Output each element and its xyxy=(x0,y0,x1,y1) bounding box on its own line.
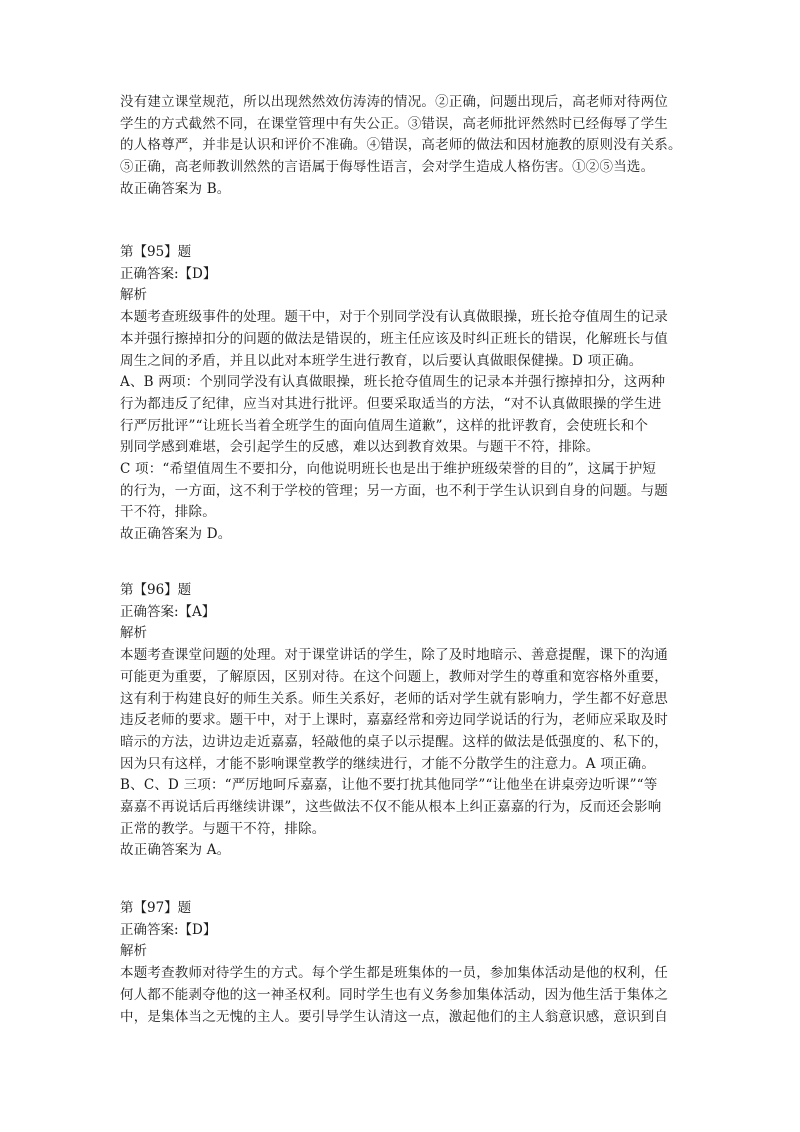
text-line: 的人格尊严，并非是认识和评价不准确。④错误，高老师的做法和因材施教的原则没有关系。 xyxy=(120,137,682,154)
question-97 xyxy=(120,898,688,1028)
text-line: 故正确答案为 D。 xyxy=(120,526,232,543)
text-line: C 项：“希望值周生不要扣分，向他说明班长也是出于维护班级荣誉的目的”，这属于护短 xyxy=(120,461,657,478)
text-line: 别同学感到难堪，会引起学生的反感，难以达到教育效果。与题干不符，排除。 xyxy=(120,439,600,456)
text-line: 违反老师的要求。题干中，对于上课时，嘉嘉经常和旁边同学说话的行为，老师应采取及时 xyxy=(120,712,668,729)
text-line: 本题考查教师对待学生的方式。每个学生都是班集体的一员，参加集体活动是他的权利，任 xyxy=(120,965,668,982)
text-line: 可能更为重要，了解原因，区别对待。在这个问题上，教师对学生的尊重和宽容格外重要， xyxy=(120,668,668,685)
correct-answer: 正确答案:【D】 xyxy=(120,265,217,282)
text-line: 没有建立课堂规范，所以出现然然效仿涛涛的情况。②正确，问题出现后，高老师对待两位 xyxy=(120,94,668,110)
question-title: 第【97】题 xyxy=(120,900,192,916)
text-line: 因为只有这样，才能不影响课堂教学的继续进行，才能不分散学生的注意力。A 项正确。 xyxy=(120,755,656,772)
text-line: 的行为，一方面，这不利于学校的管理；另一方面，也不利于学生认识到自身的问题。与题 xyxy=(120,482,668,499)
analysis-paragraph xyxy=(120,963,688,1028)
text-line: 嘉嘉不再说话后再继续讲课”，这些做法不仅不能从根本上纠正嘉嘉的行为，反而还会影响 xyxy=(120,799,662,816)
text-line: 本并强行擦掉扣分的问题的做法是错误的，班主任应该及时纠正班长的错误，化解班长与值 xyxy=(120,330,668,347)
text-line: 干不符，排除。 xyxy=(120,504,216,521)
question-96 xyxy=(120,580,688,862)
intro-paragraph xyxy=(120,92,688,201)
text-line: 行严厉批评”“让班长当着全班学生的面向值周生道歉”，这样的批评教育，会使班长和个 xyxy=(120,417,649,434)
text-line: 故正确答案为 B。 xyxy=(120,180,231,197)
text-line: 行为都违反了纪律，应当对其进行批评。但要采取适当的方法，“对不认真做眼操的学生进 xyxy=(120,395,662,412)
text-line: A、B 两项：个别同学没有认真做眼操，班长抢夺值周生的记录本并强行擦掉扣分，这两种 xyxy=(120,374,666,391)
analysis-paragraph xyxy=(120,307,688,546)
text-line: 何人都不能剥夺他的这一神圣权利。同时学生也有义务参加集体活动，因为他生活于集体之 xyxy=(120,986,668,1003)
text-line: 本题考查班级事件的处理。题干中，对于个别同学没有认真做眼操，班长抢夺值周生的记录 xyxy=(120,309,668,326)
text-line: 本题考查课堂问题的处理。对于课堂讲话的学生，除了及时地暗示、善意提醒，课下的沟通 xyxy=(120,647,668,664)
text-line: ⑤正确，高老师教训然然的言语属于侮辱性语言，会对学生造成人格伤害。①②⑤当选。 xyxy=(120,159,655,176)
text-line: 这有利于构建良好的师生关系。师生关系好，老师的话对学生就有影响力，学生都不好意思 xyxy=(120,690,668,707)
text-line: 周生之间的矛盾，并且以此对本班学生进行教育，以后要认真做眼保健操。D 项正确。 xyxy=(120,352,643,369)
text-line: B、C、D 三项：“严厉地呵斥嘉嘉，让他不要打扰其他同学”“让他坐在讲桌旁边听课”“等 xyxy=(120,777,658,794)
text-line: 正常的教学。与题干不符，排除。 xyxy=(120,820,326,837)
text-line: 暗示的方法，边讲边走近嘉嘉，轻敲他的桌子以示提醒。这样的做法是低强度的、私下的， xyxy=(120,733,668,750)
analysis-label: 解析 xyxy=(120,943,147,960)
question-title: 第【95】题 xyxy=(120,244,192,260)
correct-answer: 正确答案:【D】 xyxy=(120,921,217,938)
question-title: 第【96】题 xyxy=(120,582,192,598)
analysis-label: 解析 xyxy=(120,625,147,642)
intro-block xyxy=(120,92,688,201)
analysis-label: 解析 xyxy=(120,287,147,304)
text-line: 故正确答案为 A。 xyxy=(120,842,231,859)
question-95 xyxy=(120,242,688,546)
text-line: 中，是集体当之无愧的主人。要引导学生认清这一点，激起他们的主人翁意识感，意识到自 xyxy=(120,1008,668,1025)
text-line: 学生的方式截然不同，在课堂管理中有失公正。③错误，高老师批评然然时已经侮辱了学生 xyxy=(120,115,668,132)
analysis-paragraph xyxy=(120,645,688,862)
correct-answer: 正确答案:【A】 xyxy=(120,603,216,620)
